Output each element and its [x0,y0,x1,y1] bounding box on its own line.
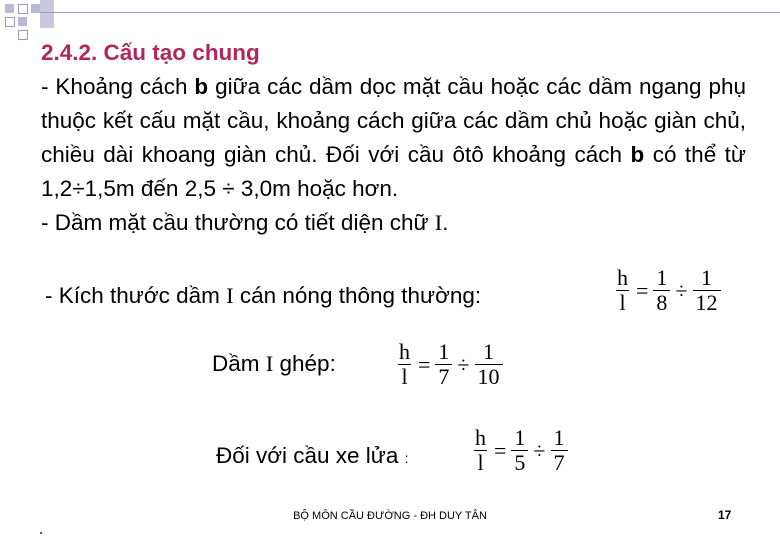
formula-railway [470,426,570,475]
text-run: - Dầm mặt cầu thường có tiết diện chữ [41,210,435,235]
division-sign: ÷ [675,277,688,303]
text-run: cán nóng thông thường: [233,283,482,308]
i-symbol: I [434,210,443,235]
slide-footer: BỘ MÔN CẦU ĐƯỜNG - ĐH DUY TÂN [293,510,487,522]
numerator: h [475,425,486,450]
numerator: 1 [438,339,450,364]
numerator: 1 [701,265,712,290]
deco-square [18,4,28,14]
fraction [551,426,568,475]
text-run: Đối với cầu xe lửa [216,443,399,468]
denominator: l [474,450,486,475]
corner-dot [40,532,42,534]
label-hot-rolled [45,283,481,309]
i-symbol: I [226,283,234,308]
formula-hot-rolled [612,266,723,315]
line-section-shape [41,206,746,240]
denominator: 8 [653,290,670,315]
numerator: 1 [483,339,494,364]
colon: : [404,450,409,466]
fraction [475,340,503,389]
equals-sign: = [636,277,649,303]
deco-bar [40,0,54,28]
text-run: Dầm [212,351,266,376]
denominator: 10 [475,364,503,389]
equals-sign: = [494,437,507,463]
denominator: l [398,364,410,389]
fraction [653,266,670,315]
fraction [511,426,528,475]
fraction [435,340,452,389]
fraction [396,340,413,389]
slide-body [41,36,746,240]
text-run: giữa các dầm dọc mặt cầu hoặc các dầm ngang phụ thuộc kết cấu mặt cầu, khoảng cách giữa các dầm chủ hoặc giàn chủ, chiều dài khoang giàn chủ. Đối với cầu ôtô khoảng cách [41,74,746,167]
deco-square [5,17,15,27]
deco-square [18,17,27,26]
denominator: 12 [693,290,721,315]
fraction [472,426,489,475]
text-run: - Kích thước dầm [45,283,227,308]
fraction [693,266,721,315]
formula-built-up [394,340,505,389]
bold-b: b [194,74,209,99]
denominator: l [616,290,628,315]
equals-sign: = [418,351,431,377]
deco-square [18,30,28,40]
label-built-up [212,351,336,377]
slide-heading: 2.4.2. Cấu tạo chung [41,40,260,65]
division-sign: ÷ [457,351,470,377]
numerator: 1 [514,425,526,450]
text-run: ghép: [273,351,336,376]
deco-square [5,4,14,13]
denominator: 7 [435,364,452,389]
deco-square [31,4,40,13]
label-railway [216,443,409,469]
bold-b: b [630,142,645,167]
page-number: 17 [718,508,732,522]
text-run: có thể từ 1,2÷1,5m đến 2,5 ÷ 3,0m hoặc hơn. [41,142,746,201]
i-symbol: I [265,351,274,376]
numerator: h [399,339,410,364]
numerator: 1 [656,265,668,290]
numerator: h [617,265,628,290]
paragraph-spacing [41,70,746,206]
deco-divider [40,12,780,13]
text-run: - Khoảng cách [41,74,195,99]
fraction [614,266,631,315]
denominator: 7 [551,450,568,475]
numerator: 1 [553,425,565,450]
text-run: . [442,210,449,235]
division-sign: ÷ [533,437,546,463]
denominator: 5 [511,450,528,475]
